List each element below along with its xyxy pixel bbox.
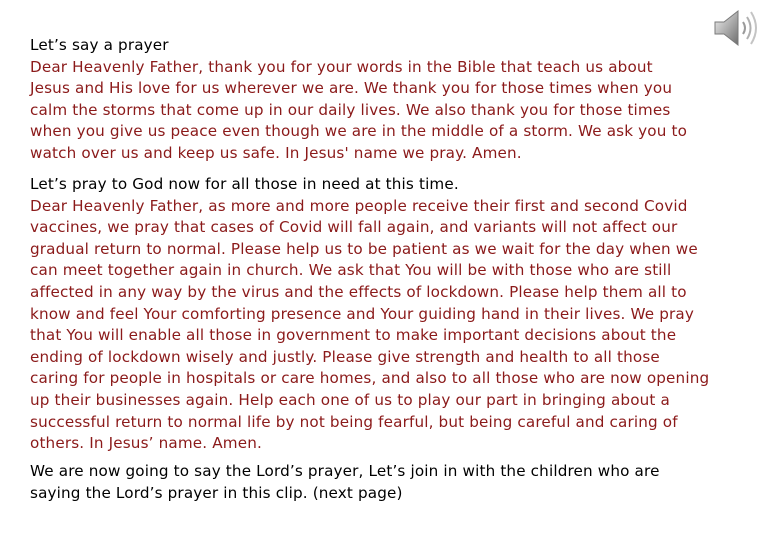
prayer-two-line: successful return to normal life by not being fearful, but being careful and caring of	[30, 412, 678, 431]
closing-line: We are now going to say the Lord’s prayer, Let’s join in with the children who are	[30, 462, 660, 480]
closing-line: saying the Lord’s prayer in this clip. (next page)	[30, 483, 403, 502]
prayer-two	[30, 174, 755, 455]
prayer-two-intro: Let’s pray to God now for all those in need at this time.	[30, 175, 459, 193]
prayer-two-line: can meet together again in church. We ask that You will be with those who are still	[30, 261, 672, 280]
prayer-one-line: Jesus and His love for us wherever we are. We thank you for those times when you	[30, 79, 673, 98]
prayer-two-line: caring for people in hospitals or care homes, and also to all those who are now opening	[30, 369, 710, 388]
prayer-two-line: up their businesses again. Help each one of us to play our part in bringing about a	[30, 390, 670, 409]
prayer-one-line: watch over us and keep us safe. In Jesus' name we pray. Amen.	[30, 143, 522, 162]
prayer-one-line: Dear Heavenly Father, thank you for your words in the Bible that teach us about	[30, 57, 653, 76]
prayer-one-line: when you give us peace even though we are in the middle of a storm. We ask you to	[30, 122, 688, 141]
prayer-two-line: ending of lockdown wisely and justly. Please give strength and health to all those	[30, 347, 660, 366]
prayer-two-line: affected in any way by the virus and the effects of lockdown. Please help them all to	[30, 282, 687, 301]
prayer-one	[30, 35, 755, 165]
prayer-two-line: gradual return to normal. Please help us to be patient as we wait for the day when we	[30, 239, 698, 258]
prayer-one-line: calm the storms that come up in our daily lives. We also thank you for those times	[30, 100, 671, 119]
prayer-two-line: vaccines, we pray that cases of Covid will fall again, and variants will not affect our	[30, 218, 678, 237]
prayer-two-line: that You will enable all those in government to make important decisions about the	[30, 326, 677, 345]
prayer-two-line: others. In Jesus’ name. Amen.	[30, 434, 262, 453]
prayer-one-intro: Let’s say a prayer	[30, 36, 169, 54]
prayer-two-line: know and feel Your comforting presence and Your guiding hand in their lives. We pray	[30, 304, 694, 323]
closing-note	[30, 461, 755, 504]
prayer-two-line: Dear Heavenly Father, as more and more people receive their first and second Covid	[30, 196, 688, 215]
